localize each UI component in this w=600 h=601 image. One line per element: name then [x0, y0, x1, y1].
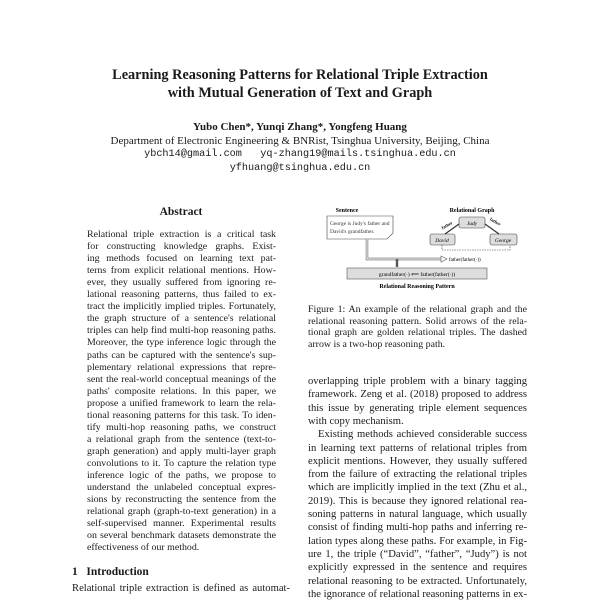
text-line: tional reasoning patterns for this task. To iden-: [87, 409, 276, 421]
text-line: explicitly expressed in the sentence and requires: [308, 562, 527, 574]
fig-sentence-label: Sentence: [335, 208, 359, 214]
fig-pattern-text: grandfather(·) ⟸ father(father(·)): [378, 272, 456, 278]
text-line: triples can help find multi-hop reasoning paths.: [87, 325, 276, 337]
intro-first-line: Relational triple extraction is defined as automat-: [72, 583, 290, 594]
text-line: convolutions to it. To capture the relation type: [87, 457, 276, 469]
text-line: framework. Zeng et al. (2018) proposed to address: [308, 389, 527, 401]
text-line: terns from explicit relational mentions. How-: [87, 265, 276, 277]
text-line: propose a unified framework to learn the rela-: [87, 397, 276, 409]
fig-sentence-text-1: George is Judy's father and: [330, 221, 390, 227]
edge-judy-george: [485, 224, 499, 234]
paper-title-line-1: Learning Reasoning Patterns for Relational Triple Extraction: [112, 67, 488, 83]
text-line: sent the real-world conceptual meanings of the: [87, 373, 276, 385]
text-line: overlapping triple problem with a binary tagging: [308, 376, 527, 387]
text-line: relational reasoning to be extracted. Unfortunately,: [308, 575, 527, 587]
text-line: Existing methods achieved considerable success: [318, 429, 527, 441]
text-line: inference logic of the paths, we propose to: [87, 470, 276, 481]
text-line: lation types along these paths. For example, in Fig-: [308, 535, 527, 547]
figure-1: [305, 203, 530, 293]
text-line: the ignorance of relational reasoning patterns in ex-: [308, 588, 527, 600]
edge-label-2: father: [489, 216, 502, 227]
text-line: for constructing knowledge graphs. Exist-: [87, 241, 276, 253]
text-line: tional graph are golden relational triples. The dashed: [308, 327, 527, 339]
text-line: explicit mentions. However, they usually suffered: [308, 455, 527, 467]
node-david-label: David: [435, 238, 449, 244]
text-line: from the failure of extracting the relational triples: [308, 469, 527, 481]
text-line: in learning text patterns of relational triples from: [308, 442, 527, 454]
text-line: ever, they usually suffered from ignoring re-: [87, 277, 276, 289]
text-line: sions by reconstructing the sentence from the: [87, 494, 276, 506]
text-line: the graph structure of a sentence's relational: [87, 313, 276, 325]
text-line: understand the unlabeled conceptual expres-: [87, 482, 276, 494]
text-line: lational reasoning patterns, thus failed to ex-: [87, 289, 276, 301]
text-line: Figure 1: An example of the relational graph and the: [308, 304, 527, 315]
text-line: on several benchmark datasets demonstrate the: [87, 530, 276, 542]
text-line: paths' composite relations. In this paper, we: [87, 385, 276, 397]
node-judy-label: Judy: [466, 221, 478, 227]
text-line: ure 1, the triple (“David”, “father”, “Judy”) is not: [308, 548, 527, 560]
abstract-heading: Abstract: [159, 206, 203, 218]
text-line: tify multi-hop reasoning paths, we construct: [87, 421, 276, 433]
text-line: plementary relational expressions that repre-: [87, 361, 276, 373]
text-line: self-supervised manner. Experimental results: [87, 518, 276, 530]
text-line: arrow is a two-hop reasoning path.: [308, 339, 446, 351]
text-line: 2019). This is because they ignored relational rea-: [308, 495, 527, 507]
paper-title-line-2: with Mutual Generation of Text and Graph: [167, 85, 433, 101]
sentence-box: [327, 216, 393, 239]
fig-graph-label: Relational Graph: [449, 208, 495, 214]
section-heading: [72, 566, 149, 578]
text-line: relational reasoning pattern. Solid arrows of the rela-: [308, 315, 527, 327]
text-line: consist of finding multi-hop paths and inferring re-: [308, 522, 527, 534]
text-line: paths can be captured with the sentence's sup-: [87, 349, 276, 361]
fig-path-label: father(father(·)): [449, 258, 481, 263]
node-george-label: George: [494, 238, 512, 244]
fig-sentence-text-2: David's grandfather.: [330, 229, 375, 235]
text-line: Moreover, the type inference logic through the: [87, 337, 276, 349]
text-line: effectiveness of our method.: [87, 542, 200, 554]
affiliation: Department of Electronic Engineering & BNRist, Tsinghua University, Beijing, China: [110, 135, 490, 147]
authors: Yubo Chen*, Yunqi Zhang*, Yongfeng Huang: [193, 121, 407, 133]
arrow-head: [441, 256, 447, 262]
text-line: relational graph (graph-to-text generation) in a: [87, 506, 276, 518]
text-line: a relational graph from the sentence (text-to-: [87, 433, 276, 445]
text-line: ing methods focused on learning text pat-: [87, 253, 276, 265]
reasoning-path-dashed: [442, 245, 510, 250]
text-line: which are implicitly implied in the text (Zhu et al.,: [308, 482, 527, 494]
email-line-2: yfhuang@tsinghua.edu.cn: [229, 163, 371, 174]
section-title: Introduction: [86, 566, 149, 578]
email-line-1: ybch14@gmail.com yq-zhang19@mails.tsinghua.edu.cn: [144, 149, 456, 160]
text-line: soning patterns in natural language, which usually: [308, 509, 527, 520]
fig-pattern-label: Relational Reasoning Pattern: [379, 284, 455, 290]
text-line: graph generation) and apply multi-layer graph: [87, 445, 276, 457]
text-line: with copy mechanism.: [308, 415, 404, 427]
text-line: Relational triple extraction is a critical task: [87, 229, 276, 240]
edge-label-1: father: [440, 220, 454, 231]
text-line: tract the implicitly implied triples. Fortunately,: [87, 301, 276, 313]
section-number: 1: [72, 566, 78, 578]
text-line: this issue by generating triple element sequences: [308, 402, 527, 414]
